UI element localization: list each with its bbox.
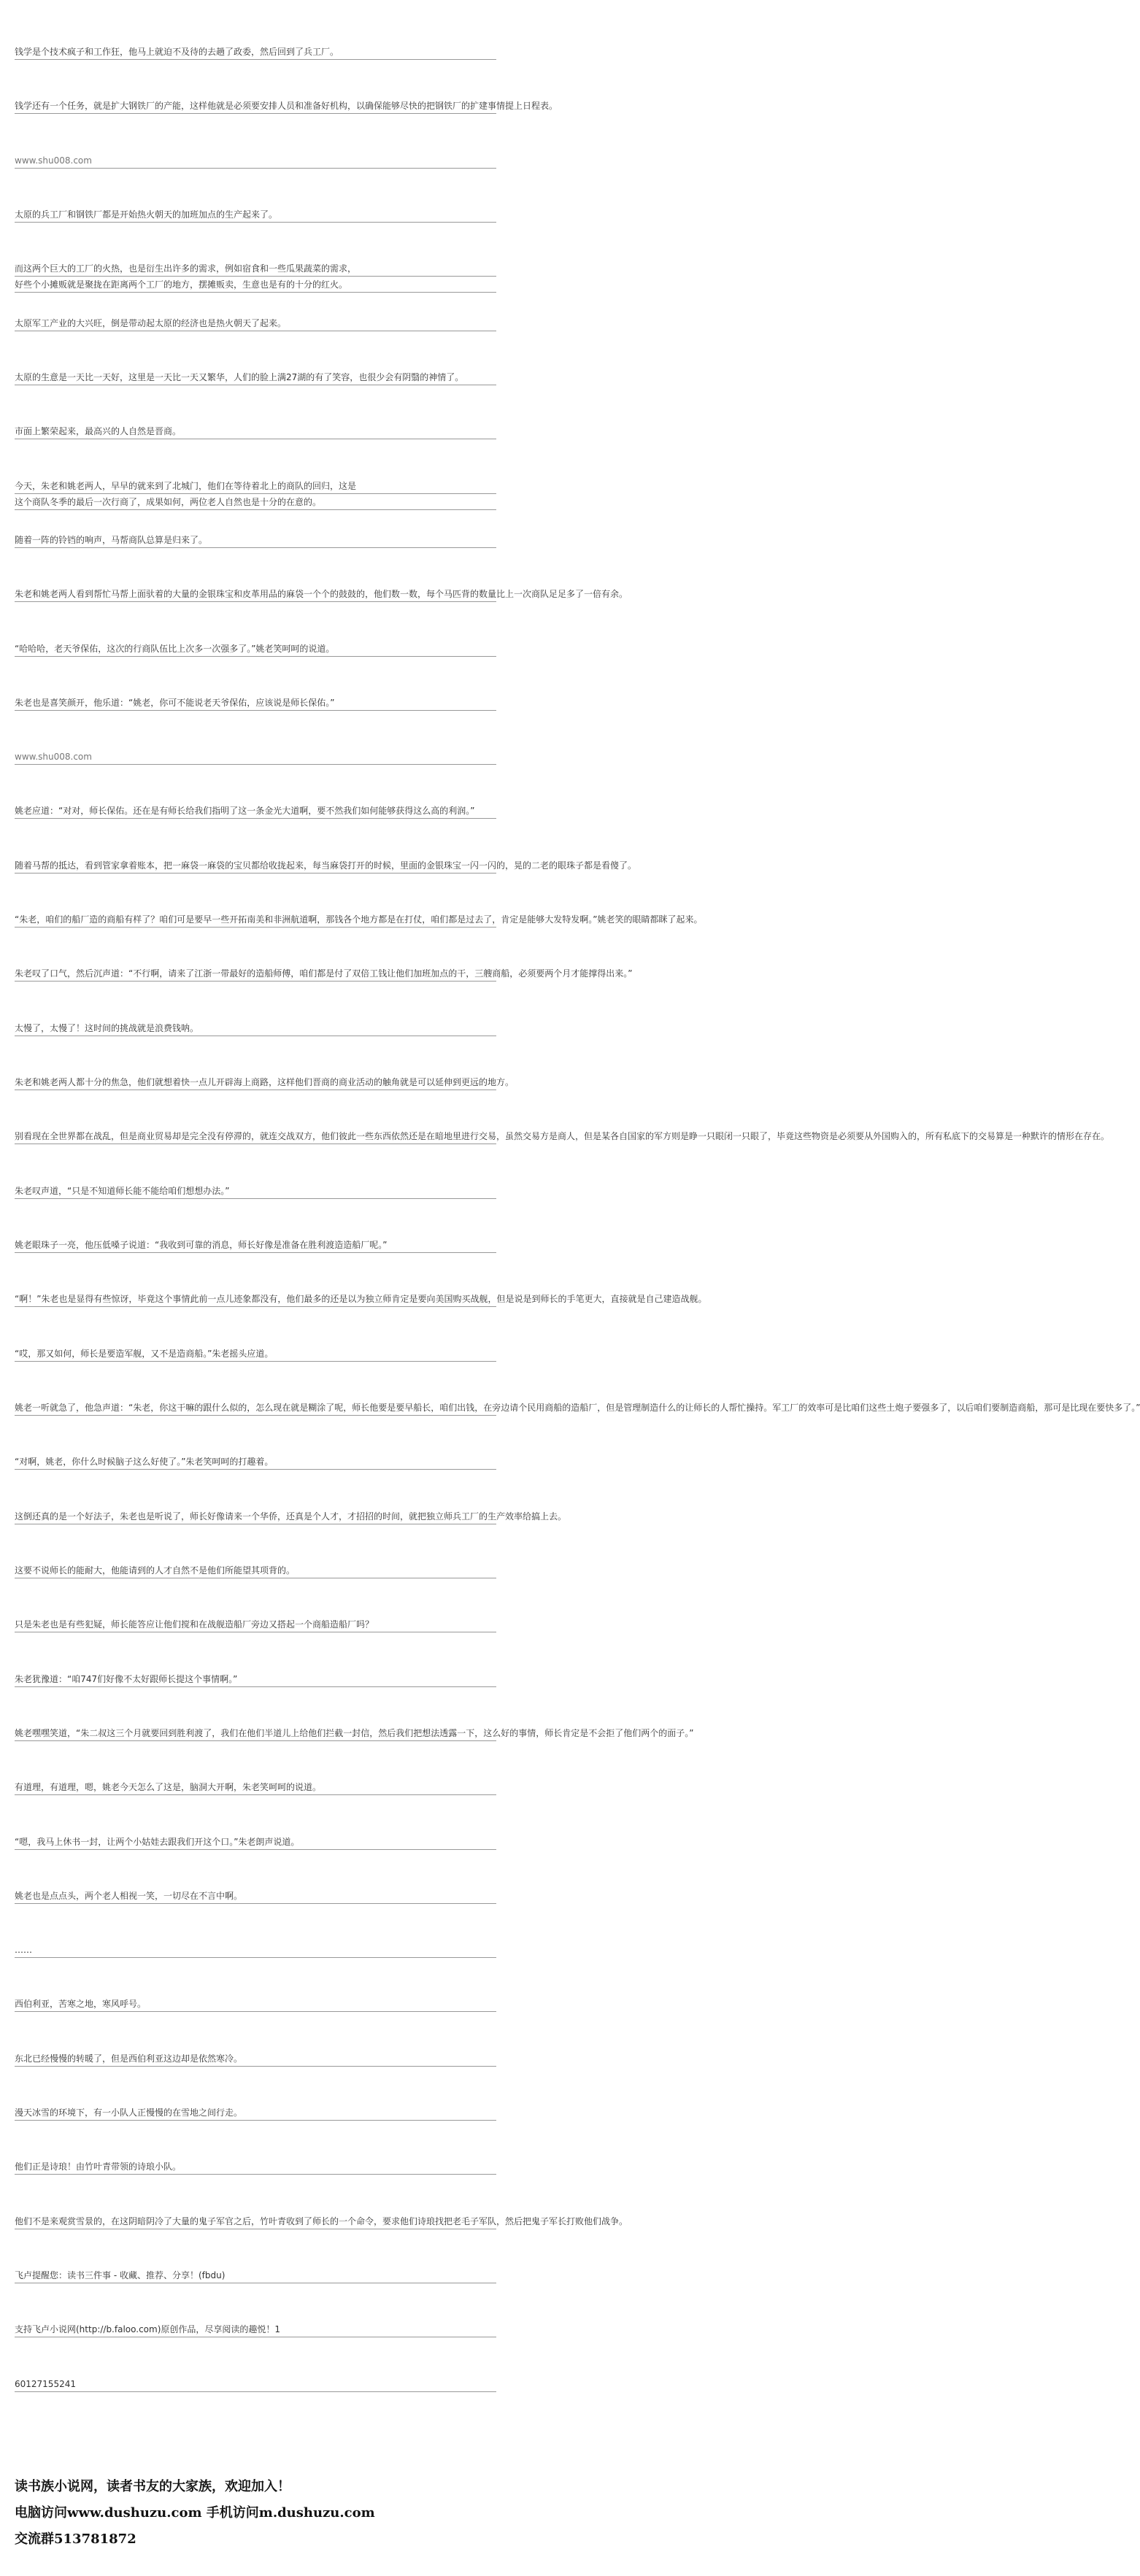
chapter-paragraph [15,1020,496,1036]
chapter-paragraph [15,1508,567,1524]
paragraph-line: 朱老叹了口气，然后沉声道：“不行啊，请来了江浙一带最好的造船师傅，咱们都是付了双倍工钱让他们加班加点的干，三艘商船，必须要两个月才能撑得出来。” [15,965,496,982]
paragraph-line: 朱老也是喜笑颜开，他乐道：“姚老，你可不能说老天爷保佑，应该说是师长保佑。” [15,695,496,711]
paragraph-line: 他们正是诗琅！由竹叶青带领的诗琅小队。 [15,2159,496,2175]
chapter-paragraph [15,1183,496,1199]
chapter-paragraph [15,1074,515,1090]
paragraph-line: 朱老和姚老两人都十分的焦急，他们就想着快一点儿开辟海上商路，这样他们晋商的商业活动的触角就是可以延伸到更远的地方。 [15,1074,496,1090]
paragraph-line: 西伯利亚，苦寒之地，寒风呼号。 [15,1996,496,2012]
chapter-paragraph [15,2051,496,2067]
paragraph-line: 太原军工产业的大兴旺，倒是带动起太原的经济也是热火朝天了起来。 [15,315,496,331]
chapter-paragraph [15,315,496,331]
paragraph-line: www.shu008.com [15,749,496,765]
chapter-paragraph [15,2159,496,2175]
paragraph-line: 漫天冰雪的环境下，有一小队人正慢慢的在雪地之间行走。 [15,2105,496,2121]
site-footer [15,2474,496,2553]
paragraph-line: 这倒还真的是一个好法子，朱老也是听说了，师长好像请来一个华侨，还真是个人才，才招招的时间，就把独立师兵工厂的生产效率给搞上去。 [15,1508,496,1524]
paragraph-line: 随着马帮的抵达，看到管家拿着账本，把一麻袋一麻袋的宝贝都给收拢起来，每当麻袋打开的时候，里面的金银珠宝一闪一闪的，晃的二老的眼珠子都是看傻了。 [15,857,496,874]
chapter-paragraph [15,261,496,293]
chapter-paragraph [15,965,633,982]
chapter-paragraph [15,1291,707,1307]
paragraph-line: 钱学是个技术疯子和工作狂，他马上就迫不及待的去趟了政委，然后回到了兵工厂。 [15,44,496,60]
paragraph-line: 太慢了，太慢了！这时间的挑战就是浪费钱呐。 [15,1020,496,1036]
paragraph-line: 姚老应道：“对对，师长保佑。还在是有师长给我们指明了这一条金光大道啊，要不然我们如何能够获得这么高的利润。” [15,803,496,819]
chapter-paragraph [15,1996,496,2012]
paragraph-line: “哈哈哈，老天爷保佑，这次的行商队伍比上次多一次强多了。”姚老笑呵呵的说道。 [15,641,496,657]
paragraph-line: 姚老嘿嘿笑道，“朱二叔这三个月就要回到胜利渡了，我们在他们半道儿上给他们拦截一封信，然后我们把想法透露一下，这么好的事情，师长肯定是不会拒了他们两个的面子。” [15,1725,496,1741]
chapter-paragraph [15,1128,1110,1144]
chapter-paragraph [15,749,496,765]
paragraph-line: www.shu008.com [15,153,496,169]
chapter-paragraph [15,1942,496,1958]
chapter-paragraph [15,1834,496,1850]
paragraph-line: “朱老，咱们的船厂造的商船有样了？咱们可是要早一些开拓南美和非洲航道啊，那钱各个地方都是在打仗，咱们都是过去了，肯定是能够大发特发啊。”姚老笑的眼睛都眯了起来。 [15,911,496,928]
chapter-paragraph [15,1725,694,1741]
chapter-paragraph [15,423,496,439]
chapter-paragraph [15,478,496,510]
chapter-paragraph [15,586,628,602]
paragraph-line: 姚老也是点点头，两个老人相视一笑，一切尽在不言中啊。 [15,1888,496,1904]
chapter-paragraph [15,641,496,657]
paragraph-line: 市面上繁荣起来，最高兴的人自然是晋商。 [15,423,496,439]
paragraph-line: 这要不说师长的能耐大，他能请到的人才自然不是他们所能望其项背的。 [15,1562,496,1578]
paragraph-line: 太原的生意是一天比一天好，这里是一天比一天又繁华，人们的脸上满27湖的有了笑容，也很少会有阴翳的神情了。 [15,369,496,385]
chapter-paragraph [15,695,496,711]
chapter-paragraph [15,1346,496,1362]
chapter-paragraph [15,803,496,819]
paragraph-line: …… [15,1942,496,1958]
paragraph-line: 他们不是来观赏雪景的，在这阴暗阴冷了大量的鬼子军官之后，竹叶青收到了师长的一个命令，要求他们诗琅找把老毛子军队，然后把鬼子军长打败他们战争。 [15,2213,496,2229]
paragraph-line: 支持飞卢小说网(http://b.faloo.com)原创作品，尽享阅读的趣悦！1 [15,2321,496,2337]
paragraph-line: 随着一阵的铃铛的响声，马帮商队总算是归来了。 [15,532,496,548]
paragraph-line: 姚老一听就急了，他急声道：“朱老，你这干嘛的跟什么似的，怎么现在就是糊涂了呢，师长他要是要早船长，咱们出钱，在旁边请个民用商船的造船厂，但是管理制造什么的让师长的人帮忙操持。军工厂的效率可是比咱们这些土炮子要强多了，以后咱们要制造商船，那可是比现在要快多了。” [15,1400,496,1416]
chapter-paragraph [15,1779,496,1795]
paragraph-line: “对啊，姚老，你什么时候脑子这么好使了。”朱老笑呵呵的打趣着。 [15,1454,496,1470]
chapter-paragraph [15,98,558,114]
chapter-paragraph [15,369,496,385]
chapter-paragraph [15,44,496,60]
paragraph-line: 好些个小摊贩就是聚拢在距离两个工厂的地方，摆摊贩卖，生意也是有的十分的红火。 [15,277,496,293]
footer-welcome: 读书族小说网，读者书友的大家族，欢迎加入！ [15,2479,290,2494]
paragraph-line: 太原的兵工厂和钢铁厂都是开始热火朝天的加班加点的生产起来了。 [15,207,496,223]
paragraph-line: 今天，朱老和姚老两人，早早的就来到了北城门，他们在等待着北上的商队的回归，这是 [15,478,496,494]
chapter-paragraph [15,1888,496,1904]
paragraph-line: 朱老犹豫道：“咱747们好像不太好跟师长提这个事情啊。” [15,1671,496,1687]
chapter-paragraph [15,1671,496,1687]
chapter-paragraph [15,1237,496,1253]
footer-group-number: 交流群513781872 [15,2531,136,2547]
paragraph-line: 只是朱老也是有些犯疑，师长能答应让他们搅和在战舰造船厂旁边又搭起一个商船造船厂吗？ [15,1616,496,1632]
chapter-paragraph [15,2105,496,2121]
paragraph-line: 别看现在全世界都在战乱，但是商业贸易却是完全没有停滞的，就连交战双方，他们彼此一些东西依然还是在暗地里进行交易，虽然交易方是商人，但是某各自国家的军方则是睁一只眼闭一只眼了，毕竟这些物资是必须要从外国购入的，所有私底下的交易算是一种默许的情形在存在。 [15,1128,496,1144]
paragraph-line: 而这两个巨大的工厂的火热，也是衍生出许多的需求，例如宿食和一些瓜果蔬菜的需求， [15,261,496,277]
paragraph-line: 飞卢提醒您：读书三件事 - 收藏、推荐、分享！(fbdu) [15,2267,496,2283]
chapter-paragraph [15,2213,628,2229]
chapter-paragraph [15,1562,496,1578]
paragraph-line: 朱老和姚老两人看到帮忙马帮上面驮着的大量的金银珠宝和皮革用品的麻袋一个个的鼓鼓的，他们数一数，每个马匹背的数量比上一次商队足足多了一倍有余。 [15,586,496,602]
paragraph-line: 东北已经慢慢的转暖了，但是西伯利亚这边却是依然寒冷。 [15,2051,496,2067]
paragraph-line: 姚老眼珠子一亮，他压低嗓子说道：“我收到可靠的消息，师长好像是准备在胜利渡造造船厂呢。” [15,1237,496,1253]
paragraph-line: “哎，那又如何，师长是要造军舰，又不是造商船。”朱老摇头应道。 [15,1346,496,1362]
paragraph-line: 60127155241 [15,2376,496,2392]
chapter-paragraph [15,857,637,874]
chapter-paragraph [15,1616,496,1632]
chapter-paragraph [15,2376,496,2392]
paragraph-line: 朱老叹声道，“只是不知道师长能不能给咱们想想办法。” [15,1183,496,1199]
footer-site-links: 电脑访问www.dushuzu.com 手机访问m.dushuzu.com [15,2505,375,2521]
paragraph-line: 这个商队冬季的最后一次行商了，成果如何，两位老人自然也是十分的在意的。 [15,494,496,510]
chapter-paragraph [15,153,496,169]
paragraph-line: 有道理，有道理，嗯，姚老今天怎么了这是，脑洞大开啊，朱老笑呵呵的说道。 [15,1779,496,1795]
chapter-paragraph [15,2321,496,2337]
chapter-paragraph [15,1454,496,1470]
chapter-paragraph [15,532,496,548]
paragraph-line: “啊！”朱老也是显得有些惊讶，毕竟这个事情此前一点儿迹象都没有，他们最多的还是以为独立师肯定是要向美国购买战舰，但是说是到师长的手笔更大，直接就是自己建造战舰。 [15,1291,496,1307]
paragraph-line: 钱学还有一个任务，就是扩大钢铁厂的产能，这样他就是必须要安排人员和准备好机构，以确保能够尽快的把钢铁厂的扩建事情提上日程表。 [15,98,496,114]
chapter-paragraph [15,207,496,223]
paragraph-line: “嗯，我马上休书一封，让两个小姑娃去跟我们开这个口。”朱老朗声说道。 [15,1834,496,1850]
chapter-paragraph [15,1400,1140,1416]
chapter-paragraph [15,2267,496,2283]
chapter-paragraph [15,911,703,928]
